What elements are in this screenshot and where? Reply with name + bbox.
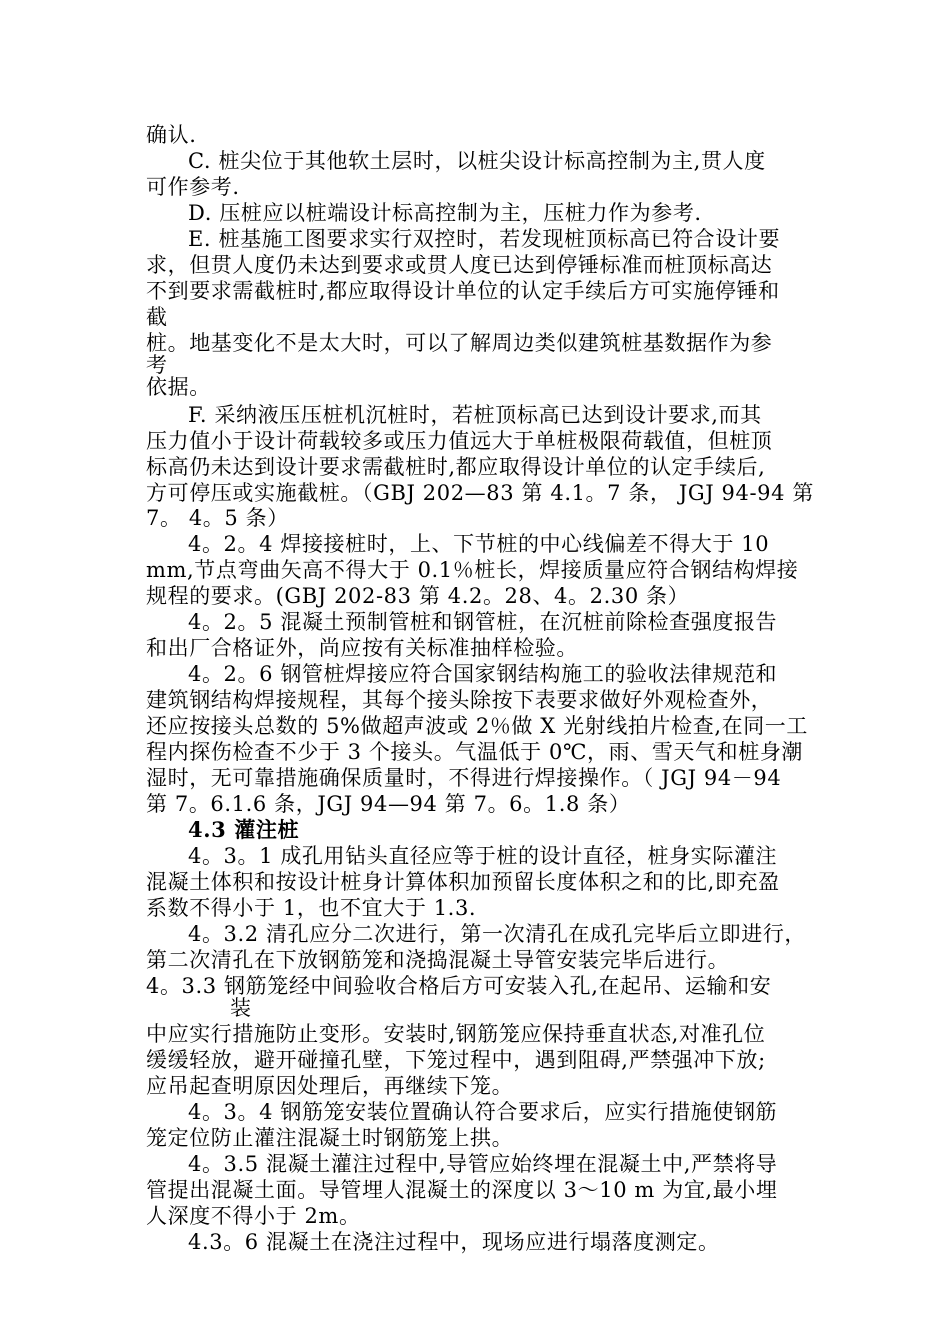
text-line: 4.3。6 混凝土在浇注过程中，现场应进行塌落度测定。 — [188, 1230, 720, 1254]
text-line: E. 桩基施工图要求实行双控时，若发现桩顶标高已符合设计要 — [188, 227, 781, 251]
text-line: 截 — [146, 305, 168, 329]
text-line: D. 压桩应以桩端设计标高控制为主，压桩力作为参考. — [188, 201, 702, 225]
text-line: 第二次清孔在下放钢筋笼和浇捣混凝土导管安装完毕后进行。 — [146, 948, 730, 972]
text-line: 建筑钢结构焊接规程，其每个接头除按下表要求做好外观检查外， — [146, 688, 773, 712]
text-line: 中应实行措施防止变形。安装时,钢筋笼应保持垂直状态,对准孔位 — [146, 1022, 766, 1046]
text-line: 4。3.2 清孔应分二次进行，第一次清孔在成孔完毕后立即进行， — [188, 922, 807, 946]
text-line: 人深度不得小于 2m。 — [146, 1204, 361, 1228]
text-line: mm,节点弯曲矢高不得大于 0.1％桩长，焊接质量应符合钢结构焊接 — [146, 558, 799, 582]
text-line: 装 — [230, 996, 252, 1020]
text-line: F. 采纳液压压桩机沉桩时，若桩顶标高已达到设计要求,而其 — [188, 403, 762, 427]
text-line: 4。3。1 成孔用钻头直径应等于桩的设计直径，桩身实际灌注 — [188, 844, 778, 868]
text-line: 规程的要求。(GBJ 202-83 第 4.2。28、4。2.30 条） — [146, 584, 690, 608]
text-line: 程内探伤检查不少于 3 个接头。气温低于 0℃，雨、雪天气和桩身潮 — [146, 740, 804, 764]
text-line: 确认. — [146, 123, 197, 147]
text-line: 不到要求需截桩时,都应取得设计单位的认定手续后方可实施停锤和 — [146, 279, 780, 303]
text-line: 4。2。6 钢管桩焊接应符合国家钢结构施工的验收法律规范和 — [188, 662, 778, 686]
text-line: 湿时，无可靠措施确保质量时，不得进行焊接操作。（ JGJ 94－94 — [146, 766, 782, 790]
text-line: 第 7。6.1.6 条，JGJ 94—94 第 7。6。1.8 条） — [146, 792, 631, 816]
text-line: 应吊起查明原因处理后，再继续下笼。 — [146, 1074, 514, 1098]
text-line: 7。 4。5 条） — [146, 506, 289, 530]
text-line: 4。2。5 混凝土预制管桩和钢管桩，在沉桩前除检查强度报告 — [188, 610, 778, 634]
text-line: 方可停压或实施截桩。（GBJ 202—83 第 4.1。7 条， JGJ 94-94 第 — [146, 481, 814, 505]
text-line: 4。3.3 钢筋笼经中间验收合格后方可安装入孔,在起吊、运输和安 — [146, 974, 772, 998]
text-line: 标高仍未达到设计要求需截桩时,都应取得设计单位的认定手续后, — [146, 455, 766, 479]
text-line: 4。2。4 焊接接桩时，上、下节桩的中心线偏差不得大于 10 — [188, 532, 770, 556]
text-line: C. 桩尖位于其他软土层时，以桩尖设计标高控制为主,贯人度 — [188, 149, 766, 173]
text-line: 压力值小于设计荷载较多或压力值远大于单桩极限荷载值，但桩顶 — [146, 429, 773, 453]
text-line: 管提出混凝土面。导管埋人混凝土的深度以 3～10 m 为宜,最小埋 — [146, 1178, 778, 1202]
text-line: 求，但贯人度仍未达到要求或贯人度已达到停锤标准而桩顶标高达 — [146, 253, 773, 277]
text-line: 缓缓轻放，避开碰撞孔壁，下笼过程中，遇到阻碍,严禁强冲下放; — [146, 1048, 766, 1072]
text-line: 还应按接头总数的 5%做超声波或 2％做 X 光射线拍片检查,在同一工 — [146, 714, 808, 738]
text-line: 混凝土体积和按设计桩身计算体积加预留长度体积之和的比,即充盈 — [146, 870, 780, 894]
text-line: 考 — [146, 353, 168, 377]
text-line: 4。3。4 钢筋笼安装位置确认符合要求后，应实行措施使钢筋 — [188, 1100, 778, 1124]
text-line: 和出厂合格证外，尚应按有关标准抽样检验。 — [146, 636, 578, 660]
text-line: 系数不得小于 1，也不宜大于 1.3. — [146, 896, 477, 920]
text-line: 依据。 — [146, 375, 211, 399]
text-line: 笼定位防止灌注混凝土时钢筋笼上拱。 — [146, 1126, 514, 1150]
text-line: 可作参考. — [146, 175, 240, 199]
text-line: 桩。地基变化不是太大时，可以了解周边类似建筑桩基数据作为参 — [146, 331, 773, 355]
section-heading: 4.3 灌注桩 — [188, 817, 300, 842]
text-line: 4。3.5 混凝土灌注过程中,导管应始终埋在混凝土中,严禁将导 — [188, 1152, 778, 1176]
